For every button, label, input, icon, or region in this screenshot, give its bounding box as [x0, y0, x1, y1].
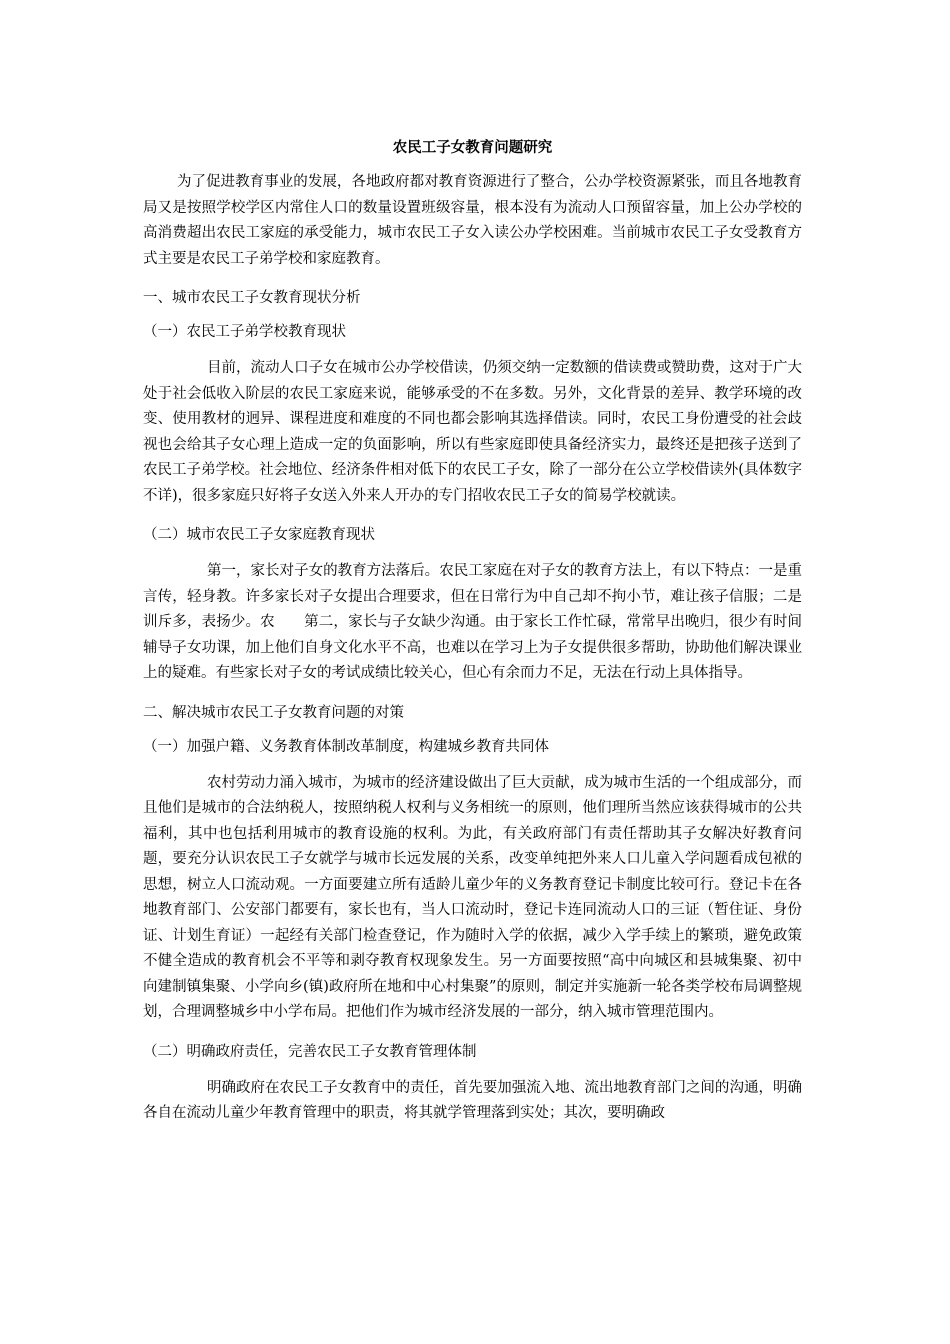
section-1-heading: 一、城市农民工子女教育现状分析 — [143, 290, 361, 306]
section-2-2-heading: （二）明确政府责任，完善农民工子女教育管理体制 — [143, 1043, 477, 1060]
section-2-1-heading: （一）加强户籍、义务教育体制改革制度，构建城乡教育共同体 — [143, 738, 549, 755]
section-2-1-paragraph: 农村劳动力涌入城市，为城市的经济建设做出了巨大贡献，成为城市生活的一个组成部分，而且他们是城市的合法纳税人，按照纳税人权利与义务相统一的原则，他们理所当然应该获得城市的公共福利，其中也包括利用城市的教育设施的权利。为此，有关政府部门有责任帮助其子女解决好教育问题，要充分认识农民工子女就学与城市长远发展的关系，改变单纯把外来人口儿童入学问题看成包袱的思想，树立人口流动观。一方面要建立所有适龄儿童少年的义务教育登记卡制度比较可行。登记卡在各地教育部门、公安部门都要有，家长也有，当人口流动时，登记卡连同流动人口的三证（暂住证、身份证、计划生育证）一起经有关部门检查登记，作为随时入学的依据，减少入学手续上的繁琐，避免政策不健全造成的教育机会不平等和剥夺教育权现象发生。另一方面要按照“高中向城区和县城集聚、初中向建制镇集聚、小学向乡(镇)政府所在地和中心村集聚”的原则，制定并实施新一轮各类学校布局调整规划，合理调整城乡中小学布局。把他们作为城市经济发展的一部分，纳入城市管理范围内。 — [143, 774, 802, 1020]
intro-paragraph: 为了促进教育事业的发展，各地政府都对教育资源进行了整合，公办学校资源紧张，而且各地教育局又是按照学校学区内常住人口的数量设置班级容量，根本没有为流动人口预留容量，加上公办学校的高消费超出农民工家庭的承受能力，城市农民工子女入读公办学校困难。当前城市农民工子女受教育方式主要是农民工子弟学校和家庭教育。 — [143, 174, 802, 267]
section-1-2-paragraph: 第一，家长对子女的教育方法落后。农民工家庭在对子女的教育方法上，有以下特点：一是重言传，轻身教。许多家长对子女提出合理要求，但在日常行为中自己却不拘小节，难让孩子信服；二是训斥多，表扬少。农 第二，家长与子女缺少沟通。由于家长工作忙碌，常常早出晚归，很少有时间辅导子女功课，加上他们自身文化水平不高，也难以在学习上为子女提供很多帮助，协助他们解决课业上的疑难。有些家长对子女的考试成绩比较关心，但心有余而力不足，无法在行动上具体指导。 — [143, 563, 802, 681]
section-1-1-heading: （一）农民工子弟学校教育现状 — [143, 324, 346, 340]
section-1-1-paragraph: 目前，流动人口子女在城市公办学校借读，仍须交纳一定数额的借读费或赞助费，这对于广大处于社会低收入阶层的农民工家庭来说，能够承受的不在多数。另外，文化背景的差异、教学环境的改变、使用教材的迥异、课程进度和难度的不同也都会影响其选择借读。同时，农民工身份遭受的社会歧视也会给其子女心理上造成一定的负面影响，所以有些家庭即使具备经济实力，最终还是把孩子送到了农民工子弟学校。社会地位、经济条件相对低下的农民工子女，除了一部分在公立学校借读外(具体数字不详)，很多家庭只好将子女送入外来人开办的专门招收农民工子女的简易学校就读。 — [143, 360, 802, 504]
section-1-2-heading: （二）城市农民工子女家庭教育现状 — [143, 527, 375, 543]
document-title: 农民工子女教育问题研究 — [392, 139, 553, 156]
section-2-heading: 二、解决城市农民工子女教育问题的对策 — [143, 704, 404, 721]
section-2-2-paragraph: 明确政府在农民工子女教育中的责任，首先要加强流入地、流出地教育部门之间的沟通，明确各自在流动儿童少年教育管理中的职责，将其就学管理落到实处；其次，要明确政 — [143, 1079, 802, 1121]
